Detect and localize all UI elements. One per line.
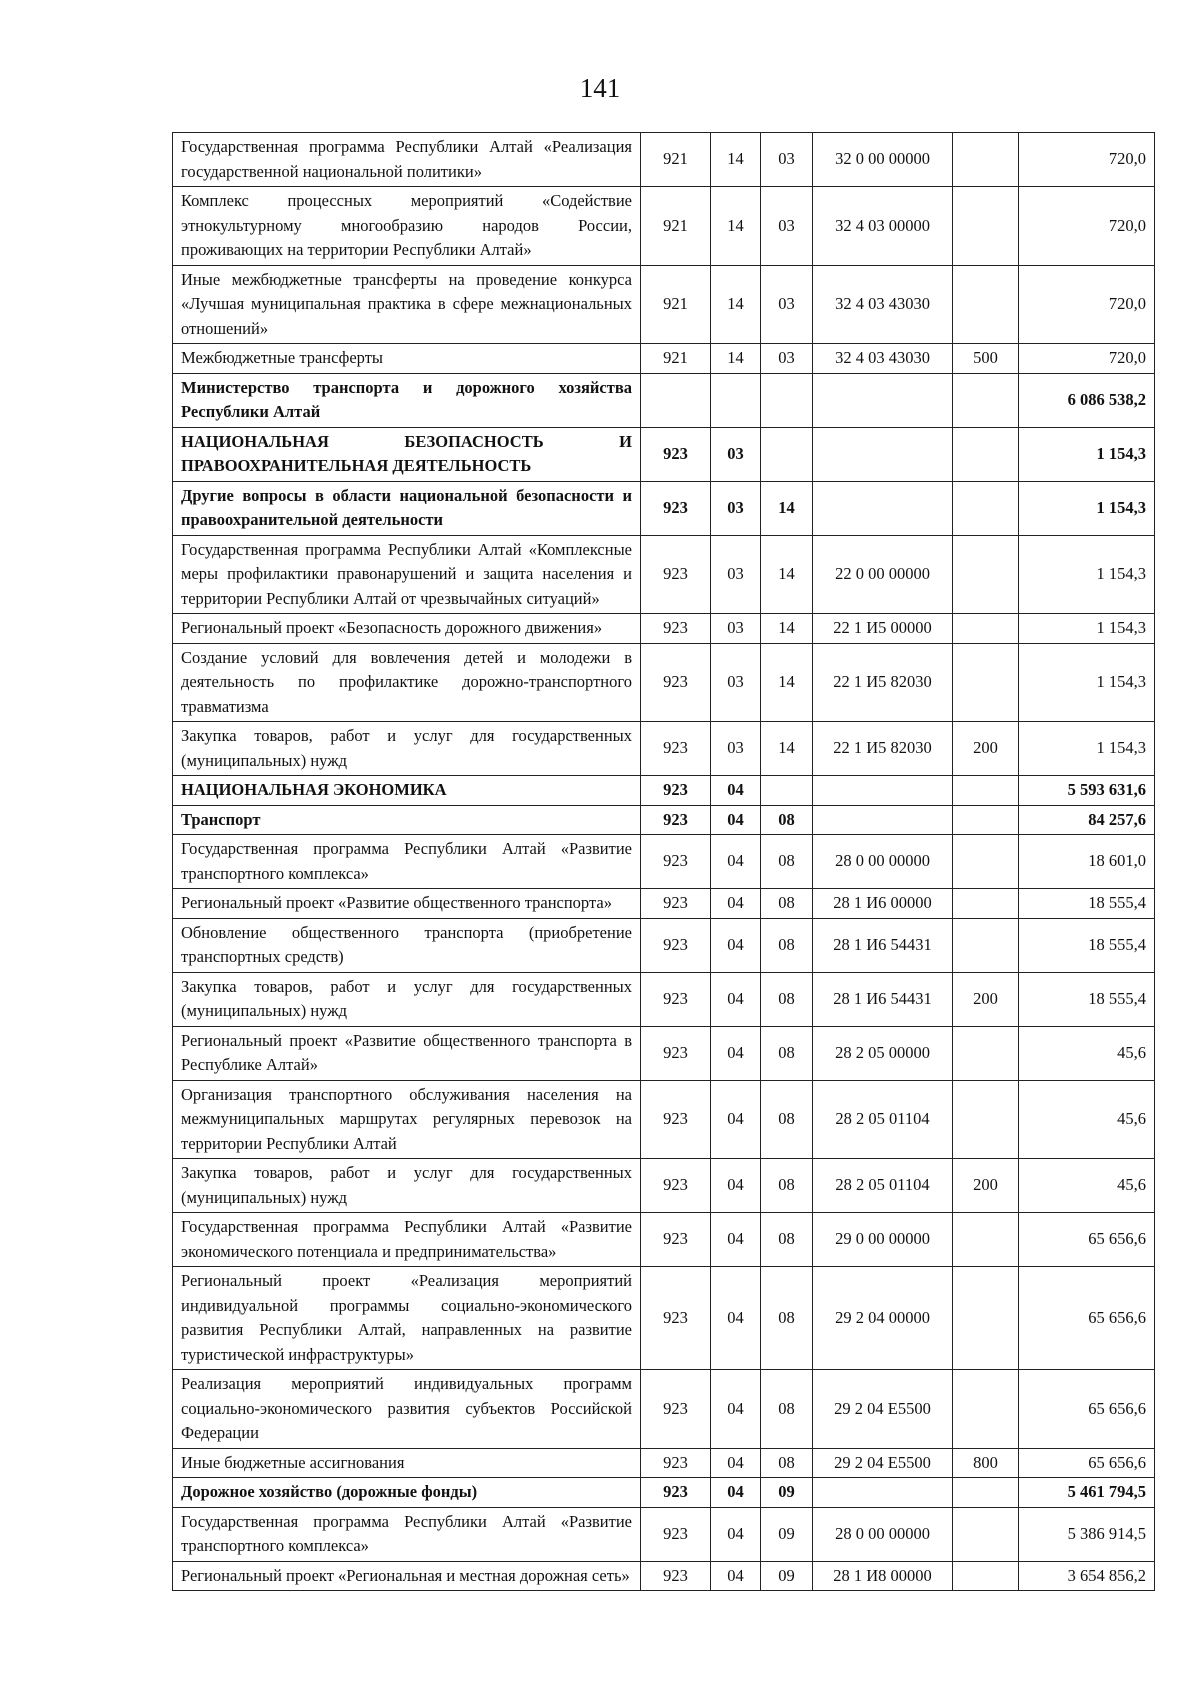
expense-type bbox=[953, 373, 1019, 427]
expense-type bbox=[953, 187, 1019, 266]
table-row bbox=[173, 643, 1155, 722]
amount: 5 386 914,5 bbox=[1019, 1507, 1155, 1561]
section-code: 04 bbox=[711, 835, 761, 889]
table-row bbox=[173, 1267, 1155, 1370]
target-article: 32 4 03 43030 bbox=[813, 344, 953, 374]
subsection-code: 08 bbox=[761, 918, 813, 972]
expense-type bbox=[953, 1561, 1019, 1591]
ministry-code: 923 bbox=[641, 1507, 711, 1561]
target-article bbox=[813, 805, 953, 835]
subsection-code: 14 bbox=[761, 722, 813, 776]
table-row bbox=[173, 535, 1155, 614]
row-name: НАЦИОНАЛЬНАЯ БЕЗОПАСНОСТЬ И ПРАВООХРАНИТЕЛЬНАЯ ДЕЯТЕЛЬНОСТЬ bbox=[173, 427, 641, 481]
amount: 1 154,3 bbox=[1019, 722, 1155, 776]
row-name: Министерство транспорта и дорожного хозяйства Республики Алтай bbox=[173, 373, 641, 427]
table-row bbox=[173, 427, 1155, 481]
expense-type: 200 bbox=[953, 972, 1019, 1026]
row-name: Обновление общественного транспорта (приобретение транспортных средств) bbox=[173, 918, 641, 972]
amount: 6 086 538,2 bbox=[1019, 373, 1155, 427]
subsection-code: 14 bbox=[761, 481, 813, 535]
section-code: 03 bbox=[711, 614, 761, 644]
section-code: 03 bbox=[711, 481, 761, 535]
target-article: 28 2 05 00000 bbox=[813, 1026, 953, 1080]
amount: 45,6 bbox=[1019, 1159, 1155, 1213]
table-row bbox=[173, 889, 1155, 919]
row-name: Региональный проект «Региональная и местная дорожная сеть» bbox=[173, 1561, 641, 1591]
target-article: 29 0 00 00000 bbox=[813, 1213, 953, 1267]
subsection-code bbox=[761, 776, 813, 806]
section-code: 04 bbox=[711, 1561, 761, 1591]
ministry-code: 923 bbox=[641, 889, 711, 919]
amount: 18 601,0 bbox=[1019, 835, 1155, 889]
amount: 1 154,3 bbox=[1019, 643, 1155, 722]
ministry-code: 923 bbox=[641, 1478, 711, 1508]
section-code: 04 bbox=[711, 1448, 761, 1478]
subsection-code bbox=[761, 373, 813, 427]
section-code: 03 bbox=[711, 722, 761, 776]
section-code: 14 bbox=[711, 133, 761, 187]
table-row bbox=[173, 133, 1155, 187]
table-row bbox=[173, 835, 1155, 889]
ministry-code: 923 bbox=[641, 535, 711, 614]
expense-type bbox=[953, 918, 1019, 972]
row-name: Региональный проект «Развитие общественного транспорта» bbox=[173, 889, 641, 919]
row-name: Закупка товаров, работ и услуг для государственных (муниципальных) нужд bbox=[173, 1159, 641, 1213]
row-name: Иные бюджетные ассигнования bbox=[173, 1448, 641, 1478]
expense-type bbox=[953, 614, 1019, 644]
row-name: Государственная программа Республики Алтай «Комплексные меры профилактики правонарушений и защита населения и территории Республики Алтай от чрезвычайных ситуаций» bbox=[173, 535, 641, 614]
row-name: Государственная программа Республики Алтай «Развитие экономического потенциала и предпринимательства» bbox=[173, 1213, 641, 1267]
ministry-code: 923 bbox=[641, 805, 711, 835]
ministry-code: 923 bbox=[641, 1213, 711, 1267]
target-article: 28 2 05 01104 bbox=[813, 1080, 953, 1159]
subsection-code: 08 bbox=[761, 1026, 813, 1080]
section-code: 04 bbox=[711, 972, 761, 1026]
amount: 1 154,3 bbox=[1019, 535, 1155, 614]
expense-type bbox=[953, 535, 1019, 614]
row-name: Региональный проект «Безопасность дорожного движения» bbox=[173, 614, 641, 644]
target-article: 28 2 05 01104 bbox=[813, 1159, 953, 1213]
section-code: 14 bbox=[711, 187, 761, 266]
subsection-code: 08 bbox=[761, 1267, 813, 1370]
amount: 1 154,3 bbox=[1019, 614, 1155, 644]
expense-type bbox=[953, 643, 1019, 722]
section-code: 04 bbox=[711, 1370, 761, 1449]
ministry-code: 923 bbox=[641, 481, 711, 535]
amount: 65 656,6 bbox=[1019, 1267, 1155, 1370]
section-code: 03 bbox=[711, 535, 761, 614]
subsection-code: 08 bbox=[761, 835, 813, 889]
ministry-code: 923 bbox=[641, 1159, 711, 1213]
ministry-code: 923 bbox=[641, 972, 711, 1026]
amount: 18 555,4 bbox=[1019, 918, 1155, 972]
section-code: 03 bbox=[711, 427, 761, 481]
subsection-code: 08 bbox=[761, 1080, 813, 1159]
target-article bbox=[813, 481, 953, 535]
ministry-code: 923 bbox=[641, 427, 711, 481]
expense-type bbox=[953, 1080, 1019, 1159]
ministry-code: 923 bbox=[641, 1561, 711, 1591]
expense-type bbox=[953, 427, 1019, 481]
table-row bbox=[173, 805, 1155, 835]
subsection-code: 14 bbox=[761, 643, 813, 722]
table-row bbox=[173, 918, 1155, 972]
subsection-code: 08 bbox=[761, 972, 813, 1026]
section-code: 04 bbox=[711, 889, 761, 919]
ministry-code: 921 bbox=[641, 187, 711, 266]
section-code: 04 bbox=[711, 1159, 761, 1213]
target-article: 22 1 И5 82030 bbox=[813, 643, 953, 722]
target-article: 28 0 00 00000 bbox=[813, 835, 953, 889]
target-article: 28 1 И8 00000 bbox=[813, 1561, 953, 1591]
target-article: 28 1 И6 00000 bbox=[813, 889, 953, 919]
section-code: 14 bbox=[711, 265, 761, 344]
table-row bbox=[173, 1080, 1155, 1159]
row-name: Создание условий для вовлечения детей и молодежи в деятельность по профилактике дорожно-транспортного травматизма bbox=[173, 643, 641, 722]
target-article: 22 0 00 00000 bbox=[813, 535, 953, 614]
ministry-code: 921 bbox=[641, 133, 711, 187]
amount: 18 555,4 bbox=[1019, 889, 1155, 919]
subsection-code: 08 bbox=[761, 889, 813, 919]
row-name: Закупка товаров, работ и услуг для государственных (муниципальных) нужд bbox=[173, 972, 641, 1026]
row-name: Закупка товаров, работ и услуг для государственных (муниципальных) нужд bbox=[173, 722, 641, 776]
row-name: Другие вопросы в области национальной безопасности и правоохранительной деятельности bbox=[173, 481, 641, 535]
amount: 65 656,6 bbox=[1019, 1370, 1155, 1449]
table-row bbox=[173, 614, 1155, 644]
ministry-code: 923 bbox=[641, 1080, 711, 1159]
expense-type bbox=[953, 889, 1019, 919]
table-row bbox=[173, 1213, 1155, 1267]
row-name: Транспорт bbox=[173, 805, 641, 835]
target-article: 29 2 04 E5500 bbox=[813, 1370, 953, 1449]
subsection-code: 08 bbox=[761, 1213, 813, 1267]
ministry-code: 923 bbox=[641, 643, 711, 722]
table-row bbox=[173, 1561, 1155, 1591]
budget-table-body bbox=[173, 133, 1155, 1591]
section-code: 04 bbox=[711, 805, 761, 835]
ministry-code: 923 bbox=[641, 918, 711, 972]
table-row bbox=[173, 1026, 1155, 1080]
subsection-code: 09 bbox=[761, 1507, 813, 1561]
table-row bbox=[173, 1448, 1155, 1478]
section-code: 04 bbox=[711, 1267, 761, 1370]
amount: 65 656,6 bbox=[1019, 1213, 1155, 1267]
amount: 45,6 bbox=[1019, 1080, 1155, 1159]
subsection-code: 08 bbox=[761, 1370, 813, 1449]
amount: 18 555,4 bbox=[1019, 972, 1155, 1026]
amount: 84 257,6 bbox=[1019, 805, 1155, 835]
expense-type bbox=[953, 805, 1019, 835]
subsection-code: 08 bbox=[761, 1448, 813, 1478]
expense-type bbox=[953, 1370, 1019, 1449]
row-name: Реализация мероприятий индивидуальных программ социально-экономического развития субъектов Российской Федерации bbox=[173, 1370, 641, 1449]
row-name: Региональный проект «Развитие общественного транспорта в Республике Алтай» bbox=[173, 1026, 641, 1080]
section-code: 03 bbox=[711, 643, 761, 722]
target-article: 32 0 00 00000 bbox=[813, 133, 953, 187]
expense-type bbox=[953, 1213, 1019, 1267]
amount: 720,0 bbox=[1019, 344, 1155, 374]
section-code: 04 bbox=[711, 1478, 761, 1508]
row-name: Государственная программа Республики Алтай «Реализация государственной национальной политики» bbox=[173, 133, 641, 187]
row-name: Межбюджетные трансферты bbox=[173, 344, 641, 374]
subsection-code: 09 bbox=[761, 1561, 813, 1591]
page-number: 141 bbox=[579, 73, 621, 103]
amount: 720,0 bbox=[1019, 187, 1155, 266]
ministry-code: 923 bbox=[641, 776, 711, 806]
expense-type bbox=[953, 1267, 1019, 1370]
target-article: 28 1 И6 54431 bbox=[813, 918, 953, 972]
section-code: 04 bbox=[711, 1507, 761, 1561]
section-code: 14 bbox=[711, 344, 761, 374]
subsection-code: 03 bbox=[761, 133, 813, 187]
expense-type bbox=[953, 835, 1019, 889]
subsection-code: 14 bbox=[761, 535, 813, 614]
amount: 720,0 bbox=[1019, 133, 1155, 187]
subsection-code: 03 bbox=[761, 265, 813, 344]
expense-type: 500 bbox=[953, 344, 1019, 374]
table-row bbox=[173, 776, 1155, 806]
table-row bbox=[173, 373, 1155, 427]
table-row bbox=[173, 265, 1155, 344]
amount: 5 461 794,5 bbox=[1019, 1478, 1155, 1508]
target-article: 32 4 03 00000 bbox=[813, 187, 953, 266]
subsection-code: 14 bbox=[761, 614, 813, 644]
amount: 1 154,3 bbox=[1019, 427, 1155, 481]
ministry-code: 923 bbox=[641, 1026, 711, 1080]
ministry-code: 923 bbox=[641, 614, 711, 644]
row-name: Комплекс процессных мероприятий «Содействие этнокультурному многообразию народов России, проживающих на территории Республики Алтай» bbox=[173, 187, 641, 266]
table-row bbox=[173, 722, 1155, 776]
target-article bbox=[813, 427, 953, 481]
section-code: 04 bbox=[711, 1026, 761, 1080]
table-row bbox=[173, 481, 1155, 535]
expense-type bbox=[953, 1507, 1019, 1561]
target-article: 22 1 И5 00000 bbox=[813, 614, 953, 644]
section-code bbox=[711, 373, 761, 427]
subsection-code: 03 bbox=[761, 344, 813, 374]
target-article: 22 1 И5 82030 bbox=[813, 722, 953, 776]
amount: 45,6 bbox=[1019, 1026, 1155, 1080]
expense-type: 200 bbox=[953, 1159, 1019, 1213]
row-name: Иные межбюджетные трансферты на проведение конкурса «Лучшая муниципальная практика в сфере межнациональных отношений» bbox=[173, 265, 641, 344]
row-name: НАЦИОНАЛЬНАЯ ЭКОНОМИКА bbox=[173, 776, 641, 806]
table-row bbox=[173, 972, 1155, 1026]
target-article: 32 4 03 43030 bbox=[813, 265, 953, 344]
target-article bbox=[813, 776, 953, 806]
amount: 65 656,6 bbox=[1019, 1448, 1155, 1478]
target-article bbox=[813, 373, 953, 427]
amount: 5 593 631,6 bbox=[1019, 776, 1155, 806]
section-code: 04 bbox=[711, 1080, 761, 1159]
ministry-code: 921 bbox=[641, 344, 711, 374]
table-row bbox=[173, 187, 1155, 266]
row-name: Организация транспортного обслуживания населения на межмуниципальных маршрутах регулярных перевозок на территории Республики Алтай bbox=[173, 1080, 641, 1159]
target-article bbox=[813, 1478, 953, 1508]
expense-type bbox=[953, 776, 1019, 806]
subsection-code: 08 bbox=[761, 805, 813, 835]
amount: 720,0 bbox=[1019, 265, 1155, 344]
expense-type bbox=[953, 1026, 1019, 1080]
amount: 1 154,3 bbox=[1019, 481, 1155, 535]
expense-type: 800 bbox=[953, 1448, 1019, 1478]
row-name: Государственная программа Республики Алтай «Развитие транспортного комплекса» bbox=[173, 1507, 641, 1561]
expense-type bbox=[953, 481, 1019, 535]
section-code: 04 bbox=[711, 776, 761, 806]
ministry-code: 923 bbox=[641, 835, 711, 889]
expense-type bbox=[953, 1478, 1019, 1508]
section-code: 04 bbox=[711, 1213, 761, 1267]
ministry-code: 923 bbox=[641, 1370, 711, 1449]
table-row bbox=[173, 1370, 1155, 1449]
subsection-code: 09 bbox=[761, 1478, 813, 1508]
table-row bbox=[173, 1159, 1155, 1213]
target-article: 29 2 04 00000 bbox=[813, 1267, 953, 1370]
row-name: Региональный проект «Реализация мероприятий индивидуальной программы социально-экономического развития Республики Алтай, направленных на развитие туристической инфраструктуры» bbox=[173, 1267, 641, 1370]
ministry-code: 921 bbox=[641, 265, 711, 344]
table-row bbox=[173, 1478, 1155, 1508]
expense-type bbox=[953, 265, 1019, 344]
section-code: 04 bbox=[711, 918, 761, 972]
row-name: Дорожное хозяйство (дорожные фонды) bbox=[173, 1478, 641, 1508]
expense-type: 200 bbox=[953, 722, 1019, 776]
budget-table bbox=[172, 132, 1155, 1591]
amount: 3 654 856,2 bbox=[1019, 1561, 1155, 1591]
ministry-code: 923 bbox=[641, 1267, 711, 1370]
subsection-code: 03 bbox=[761, 187, 813, 266]
table-row bbox=[173, 1507, 1155, 1561]
target-article: 28 1 И6 54431 bbox=[813, 972, 953, 1026]
target-article: 29 2 04 E5500 bbox=[813, 1448, 953, 1478]
table-row bbox=[173, 344, 1155, 374]
ministry-code: 923 bbox=[641, 722, 711, 776]
target-article: 28 0 00 00000 bbox=[813, 1507, 953, 1561]
subsection-code: 08 bbox=[761, 1159, 813, 1213]
ministry-code: 923 bbox=[641, 1448, 711, 1478]
row-name: Государственная программа Республики Алтай «Развитие транспортного комплекса» bbox=[173, 835, 641, 889]
ministry-code bbox=[641, 373, 711, 427]
expense-type bbox=[953, 133, 1019, 187]
subsection-code bbox=[761, 427, 813, 481]
